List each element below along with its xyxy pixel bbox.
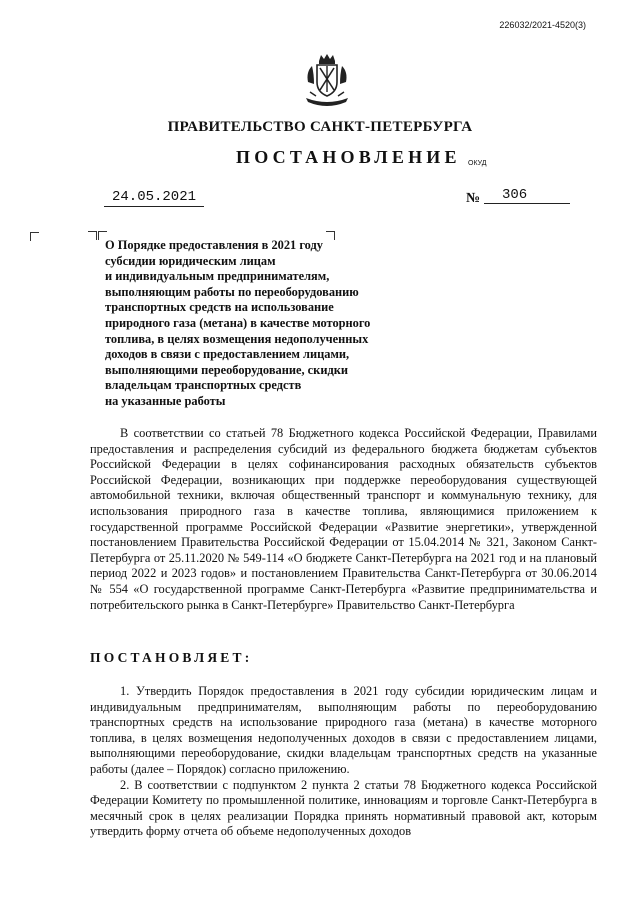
decree-items xyxy=(90,684,597,840)
number-label: № xyxy=(466,191,481,206)
subject-line: транспортных средств на использование xyxy=(105,300,334,315)
subject-line: владельцам транспортных средств xyxy=(105,378,302,393)
subject-line: выполняющими переоборудование, скидки xyxy=(105,362,349,377)
decree-item: 1. Утвердить Порядок предоставления в 2021 году субсидии юридическим лицам и индивидуальным предпринимателям, выполняющим работы по переоборудованию транспортных средств на использование природного газа (метана) в качестве моторного топлива, в целях возмещения недополученных доходов в связи с предоставлением лицами, выполняющими переоборудование, скидки владельцам транспортных средств на указанные работы (далее – Порядок) согласно приложению. xyxy=(90,684,597,776)
decree-item: 2. В соответствии с подпунктом 2 пункта 2 статьи 78 Бюджетного кодекса Российской Федерации Комитету по промышленной политике, инновациям и торговле Санкт-Петербурга в месячный срок в целях реализации Порядка принять нормативный правовой акт, которым утвердить форму отчета об объеме недополученных доходов xyxy=(90,777,597,839)
subject-line: природного газа (метана) в качестве моторного xyxy=(105,315,371,330)
corner-mark xyxy=(88,231,97,240)
okud-label: ОКУД xyxy=(468,160,487,167)
corner-mark xyxy=(30,232,39,241)
coat-of-arms-icon xyxy=(302,52,352,110)
subject-line: и индивидуальным предпринимателям, xyxy=(105,269,330,284)
date-field: 24.05.2021 xyxy=(104,189,204,207)
document-subject xyxy=(105,238,405,410)
document-code: 226032/2021-4520(3) xyxy=(499,20,586,30)
preamble xyxy=(90,426,597,613)
subject-line: на указанные работы xyxy=(105,393,226,408)
subject-line: О Порядке предоставления в 2021 году xyxy=(105,238,323,252)
number-field: 306 xyxy=(484,187,570,204)
preamble-paragraph: В соответствии со статьей 78 Бюджетного кодекса Российской Федерации, Правилами предоставления и распределения субсидий из федерального бюджета бюджетам субъектов Российской Федерации в целях софинансирования расходных обязательств субъектов Российской Федерации, возникающих при поддержке переоборудования существующей автомобильной техники, включая общественный транспорт и коммунальную технику, для использования природного газа в качестве топлива, являющимися приложением к государственной программе Российской Федерации «Развитие энергетики», утвержденной постановлением Правительства Российской Федерации от 15.04.2014 № 321, Законом Санкт-Петербурга от 25.11.2020 № 549-114 «О бюджете Санкт-Петербурга на 2021 год и на плановый период 2022 и 2023 годов» и постановлением Правительства Санкт-Петербурга от 30.06.2014 № 554 «О государственной программе Санкт-Петербурга «Развитие предпринимательства и потребительского рынка в Санкт-Петербурге» Правительство Санкт-Петербурга xyxy=(90,426,597,612)
subject-line: топлива, в целях возмещения недополученных xyxy=(105,331,369,346)
organization-name: ПРАВИТЕЛЬСТВО САНКТ-ПЕТЕРБУРГА xyxy=(167,119,473,135)
subject-line: доходов в связи с предоставлением лицами, xyxy=(105,347,350,362)
document-type: ПОСТАНОВЛЕНИЕ xyxy=(236,147,461,167)
decree-heading: ПОСТАНОВЛЯЕТ: xyxy=(90,650,253,665)
subject-line: субсидии юридическим лицам xyxy=(105,253,276,268)
subject-line: выполняющим работы по переоборудованию xyxy=(105,284,359,299)
